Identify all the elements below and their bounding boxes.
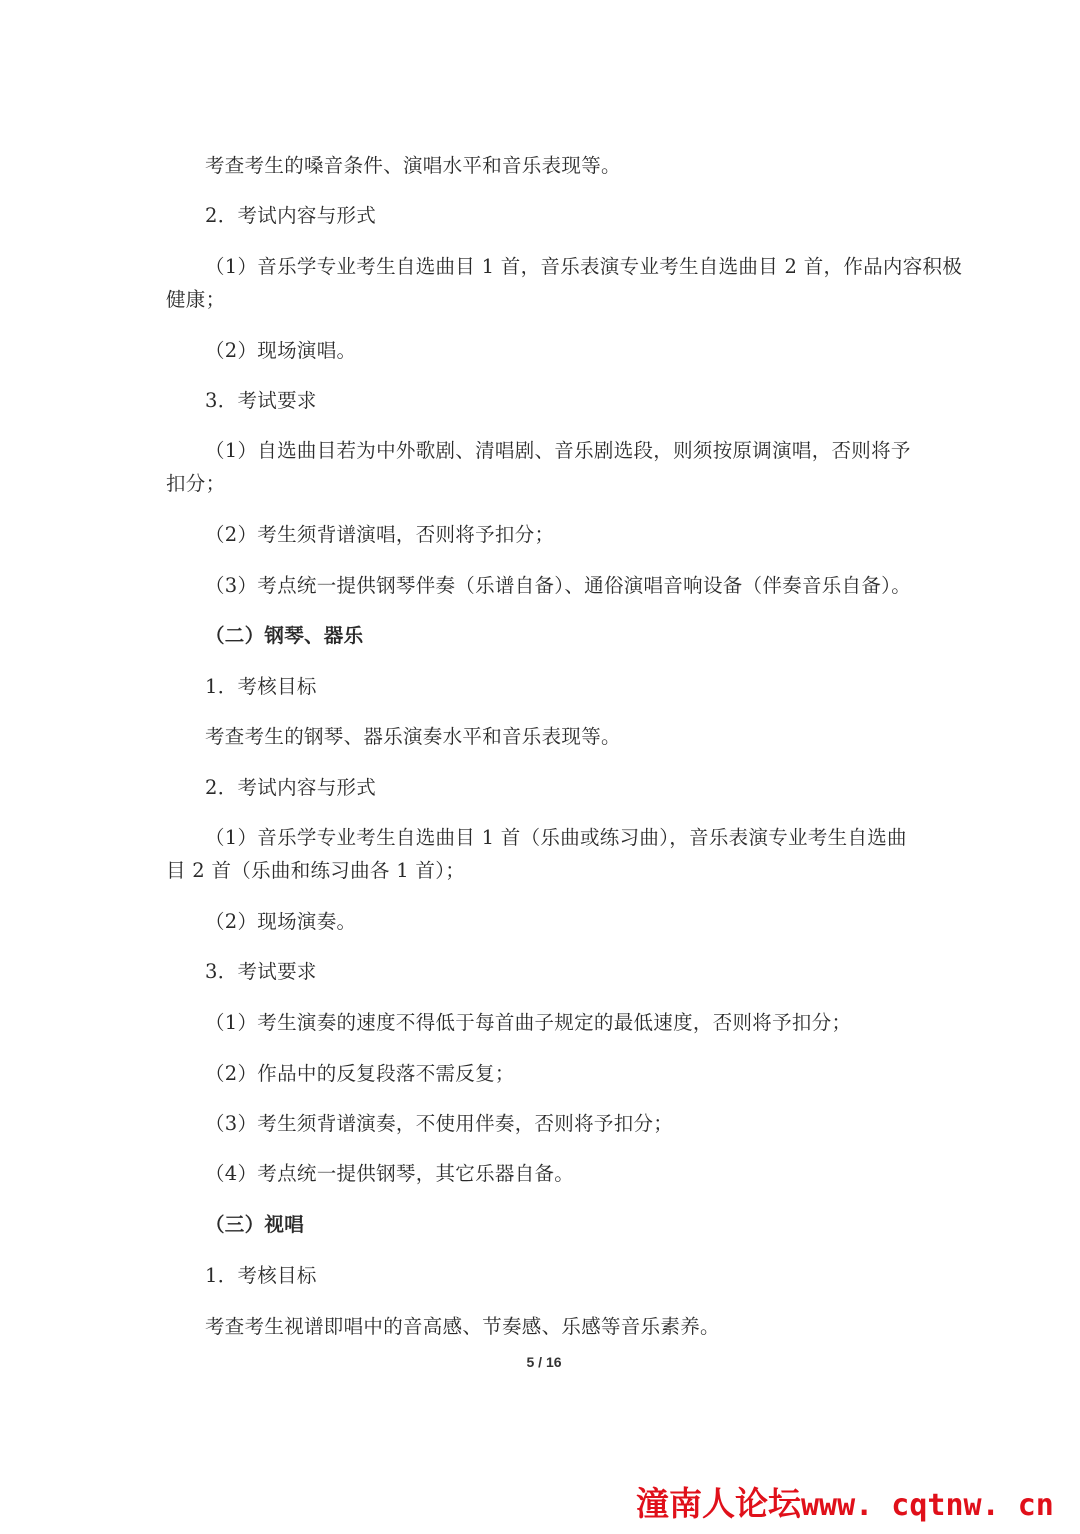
paragraph-goal-vocal: 考查考生的嗓音条件、演唱水平和音乐表现等。 bbox=[205, 154, 621, 177]
list-item-4: （4）考点统一提供钢琴，其它乐器自备。 bbox=[205, 1162, 575, 1185]
list-item-1: （1）音乐学专业考生自选曲目 1 首（乐曲或练习曲），音乐表演专业考生自选曲 bbox=[205, 826, 907, 849]
section-heading-piano-instrument: （二）钢琴、器乐 bbox=[205, 624, 364, 647]
heading-requirements: 3．考试要求 bbox=[205, 389, 317, 412]
list-item-1-continued: 健康； bbox=[166, 288, 226, 311]
heading-content-form: 2．考试内容与形式 bbox=[205, 776, 377, 799]
list-item-1: （1）音乐学专业考生自选曲目 1 首，音乐表演专业考生自选曲目 2 首，作品内容积极 bbox=[205, 255, 963, 278]
list-item-2: （2）考生须背谱演唱，否则将予扣分； bbox=[205, 523, 555, 546]
list-item-1: （1）自选曲目若为中外歌剧、清唱剧、音乐剧选段，则须按原调演唱，否则将予 bbox=[205, 439, 911, 462]
paragraph-goal-sight-singing: 考查考生视谱即唱中的音高感、节奏感、乐感等音乐素养。 bbox=[205, 1315, 720, 1338]
heading-requirements: 3．考试要求 bbox=[205, 960, 317, 983]
list-item-2: （2）现场演奏。 bbox=[205, 910, 357, 933]
page-number: 5 / 16 bbox=[526, 1354, 562, 1370]
list-item-2: （2）作品中的反复段落不需反复； bbox=[205, 1062, 515, 1085]
watermark bbox=[636, 1480, 1054, 1528]
heading-content-form: 2．考试内容与形式 bbox=[205, 204, 377, 227]
section-heading-sight-singing: （三）视唱 bbox=[205, 1213, 305, 1236]
list-item-2: （2）现场演唱。 bbox=[205, 339, 357, 362]
list-item-1: （1）考生演奏的速度不得低于每首曲子规定的最低速度，否则将予扣分； bbox=[205, 1011, 852, 1034]
list-item-3: （3）考生须背谱演奏，不使用伴奏，否则将予扣分； bbox=[205, 1112, 674, 1135]
heading-assessment-goal: 1．考核目标 bbox=[205, 675, 317, 698]
list-item-1-continued: 目 2 首（乐曲和练习曲各 1 首）； bbox=[166, 859, 466, 882]
watermark-url: www. cqtnw. cn bbox=[801, 1488, 1054, 1523]
paragraph-goal-piano: 考查考生的钢琴、器乐演奏水平和音乐表现等。 bbox=[205, 725, 621, 748]
watermark-site-name: 潼南人论坛 bbox=[636, 1484, 801, 1523]
list-item-1-continued: 扣分； bbox=[166, 472, 226, 495]
heading-assessment-goal: 1．考核目标 bbox=[205, 1264, 317, 1287]
list-item-3: （3）考点统一提供钢琴伴奏（乐谱自备）、通俗演唱音响设备（伴奏音乐自备）。 bbox=[205, 574, 912, 597]
